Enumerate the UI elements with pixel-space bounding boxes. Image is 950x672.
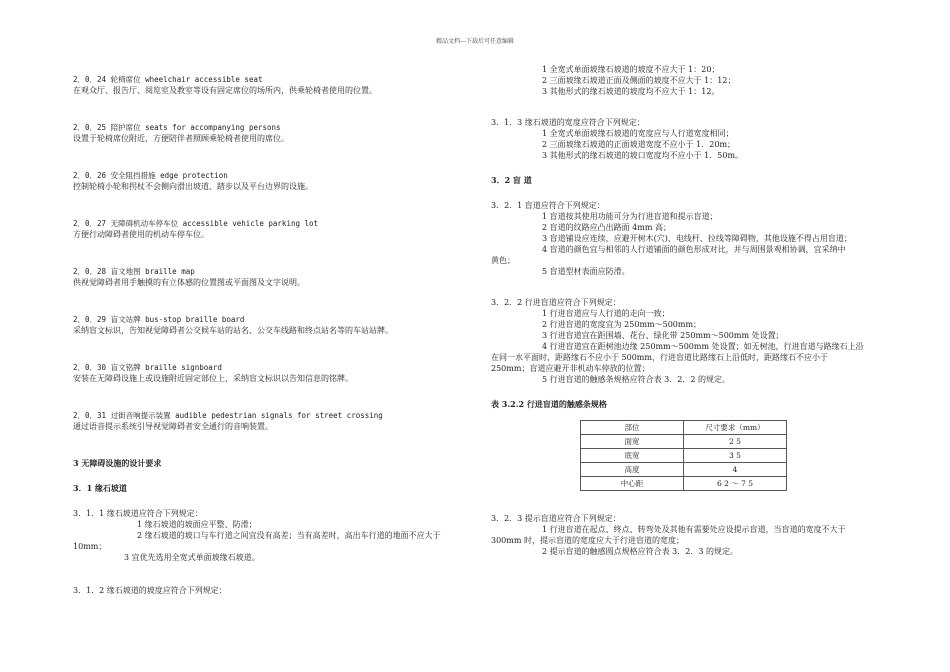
table-cell: 中心距	[581, 477, 684, 491]
left-column	[73, 74, 483, 596]
section-heading: 3．1 缘石坡道	[73, 483, 127, 493]
table-row	[581, 435, 787, 449]
clause-title: 3．2．1 盲道应符合下列规定：	[491, 201, 605, 210]
clause-item: 3 宜优先选用全宽式单面坡缘石坡道。	[124, 553, 260, 562]
clause-item-continued: 在同一水平面时，距路缘石不应小于 500mm，行进盲道比路缘石上沿低时，距路缘石不应小于	[491, 353, 828, 362]
clause-item: 4 行进盲道宜在距树池边缘 250mm～500mm 处设置；如无树池，行进盲道与路缘石上沿	[542, 342, 864, 351]
definition-text: 在观众厅、报告厅、阅览室及教室等设有固定席位的场所内，供乘轮椅者使用的位置。	[73, 86, 377, 95]
table-cell: 6 2 ～ 7 5	[684, 477, 787, 491]
clause-title: 3．1．2 缘石坡道的坡度应符合下列规定：	[73, 586, 227, 595]
clause-title: 3．2．3 提示盲道应符合下列规定：	[491, 514, 621, 523]
right-column	[491, 64, 886, 557]
clause-item: 1 全宽式单面坡缘石坡道的宽度应与人行道宽度相同；	[542, 129, 734, 138]
table-cell: 面宽	[581, 435, 684, 449]
definition-title: 2．0．28 盲文地图 braille map	[73, 267, 195, 276]
clause-item: 3 其他形式的缘石坡道的坡度均不应大于 1：12。	[542, 87, 720, 96]
definition-text: 通过语音提示系统引导视觉障碍者安全通行的音响装置。	[73, 422, 273, 431]
clause-item: 2 缘石坡道的坡口与车行道之间宜没有高差；当有高差时，高出车行道的地面不应大于	[137, 531, 441, 540]
table-cell: 4	[684, 463, 787, 477]
table-row	[581, 449, 787, 463]
definition-text: 方便行动障碍者使用的机动车停车位。	[73, 230, 209, 239]
section-heading: 3．2 盲 道	[491, 175, 532, 185]
table-cell: 2 5	[684, 435, 787, 449]
clause-item: 1 盲道按其使用功能可分为行进盲道和提示盲道；	[542, 212, 718, 221]
table-row	[581, 463, 787, 477]
clause-item: 4 盲道的颜色宜与相邻的人行道铺面的颜色形成对比，并与周围景观相协调，宜采纳中	[542, 245, 846, 254]
clause-item-continued: 300mm 时，提示盲道的宽度应大于行进盲道的宽度；	[491, 536, 684, 545]
definition-title: 2．0．29 盲文站牌 bus-stop braille board	[73, 315, 245, 324]
definition-title: 2．0．24 轮椅席位 wheelchair accessible seat	[73, 75, 263, 84]
clause-item: 1 缘石坡道的坡面应平整、防滑；	[137, 520, 257, 529]
table-header-cell: 尺寸要求（mm）	[684, 421, 787, 435]
definition-text: 控制轮椅小轮和拐杖不会侧向滑出坡道、踏步以及平台边界的设施。	[73, 182, 313, 191]
definition-title: 2．0．30 盲文铭牌 braille signboard	[73, 363, 222, 372]
definition-text: 设置于轮椅席位附近，方便陪伴者照顾乘轮椅者使用的席位。	[73, 134, 289, 143]
clause-item: 5 行进盲道的触感条规格应符合表 3．2．2 的规定。	[542, 375, 730, 384]
clause-item: 2 盲道的纹路应凸出路面 4mm 高；	[542, 223, 671, 232]
clause-item-continued: 黄色；	[491, 256, 515, 265]
page-header: 精品文档---下载后可任意编辑	[435, 38, 515, 45]
definition-text: 安装在无障碍设施上或设施附近固定部位上，采纳盲文标识以告知信息的铭牌。	[73, 374, 353, 383]
clause-item-continued: 10mm；	[73, 542, 107, 551]
clause-item: 1 全宽式单面坡缘石坡道的坡度不应大于 1：20；	[542, 65, 720, 74]
table-cell: 高度	[581, 463, 684, 477]
clause-item: 1 行进盲道应与人行道的走向一致；	[542, 309, 670, 318]
definition-text: 采纳盲文标识，告知视觉障碍者公交候车站的站名、公交车线路和终点站名等的车站站牌。	[73, 326, 393, 335]
definition-title: 2．0．31 过街音响提示装置 audible pedestrian signals for street crossing	[73, 411, 383, 420]
clause-item: 3 盲道铺设应连续，应避开树木(穴)、电线杆、拉线等障碍物，其他设施不得占用盲道；	[542, 234, 852, 243]
definition-title: 2．0．25 陪护席位 seats for accompanying persons	[73, 123, 281, 132]
clause-item-continued: 250mm；盲道应避开非机动车停放的位置；	[491, 364, 650, 373]
table-caption: 表 3.2.2 行进盲道的触感条规格	[491, 399, 607, 409]
definition-text: 供视觉障碍者用手触摸的有立体感的位置图或平面图及文字说明。	[73, 278, 305, 287]
clause-item: 2 行进盲道的宽度宜为 250mm～500mm；	[542, 320, 702, 329]
clause-item: 3 其他形式的缘石坡道的坡口宽度均不应小于 1．50m。	[542, 151, 744, 160]
clause-title: 3．1．3 缘石坡道的宽度应符合下列规定：	[491, 118, 645, 127]
table-header-row	[581, 421, 787, 435]
table-cell: 底宽	[581, 449, 684, 463]
clause-item: 1 行进盲道在起点、终点、转弯处及其他有需要处应设提示盲道，当盲道的宽度不大于	[542, 525, 846, 534]
definition-title: 2．0．27 无障碍机动车停车位 accessible vehicle parking lot	[73, 219, 319, 228]
clause-item: 2 三面坡缘石坡道的正面坡道宽度不应小于 1．20m；	[542, 140, 736, 149]
table-cell: 3 5	[684, 449, 787, 463]
clause-item: 5 盲道型材表面应防滑。	[542, 267, 630, 276]
tactile-strip-spec-table	[580, 420, 787, 491]
clause-title: 3．1．1 缘石坡道应符合下列规定：	[73, 509, 203, 518]
clause-title: 3．2．2 行进盲道应符合下列规定：	[491, 298, 621, 307]
clause-item: 2 三面坡缘石坡道正面及侧面的坡度不应大于 1：12；	[542, 76, 736, 85]
chapter-heading: 3 无障碍设施的设计要求	[73, 458, 162, 468]
definition-title: 2．0．26 安全阻挡措施 edge protection	[73, 171, 228, 180]
table-row	[581, 477, 787, 491]
table-header-cell: 部位	[581, 421, 684, 435]
clause-item: 2 提示盲道的触感圆点规格应符合表 3．2．3 的规定。	[542, 547, 738, 556]
clause-item: 3 行进盲道宜在距围墙、花台、绿化带 250mm～500mm 处设置；	[542, 331, 784, 340]
